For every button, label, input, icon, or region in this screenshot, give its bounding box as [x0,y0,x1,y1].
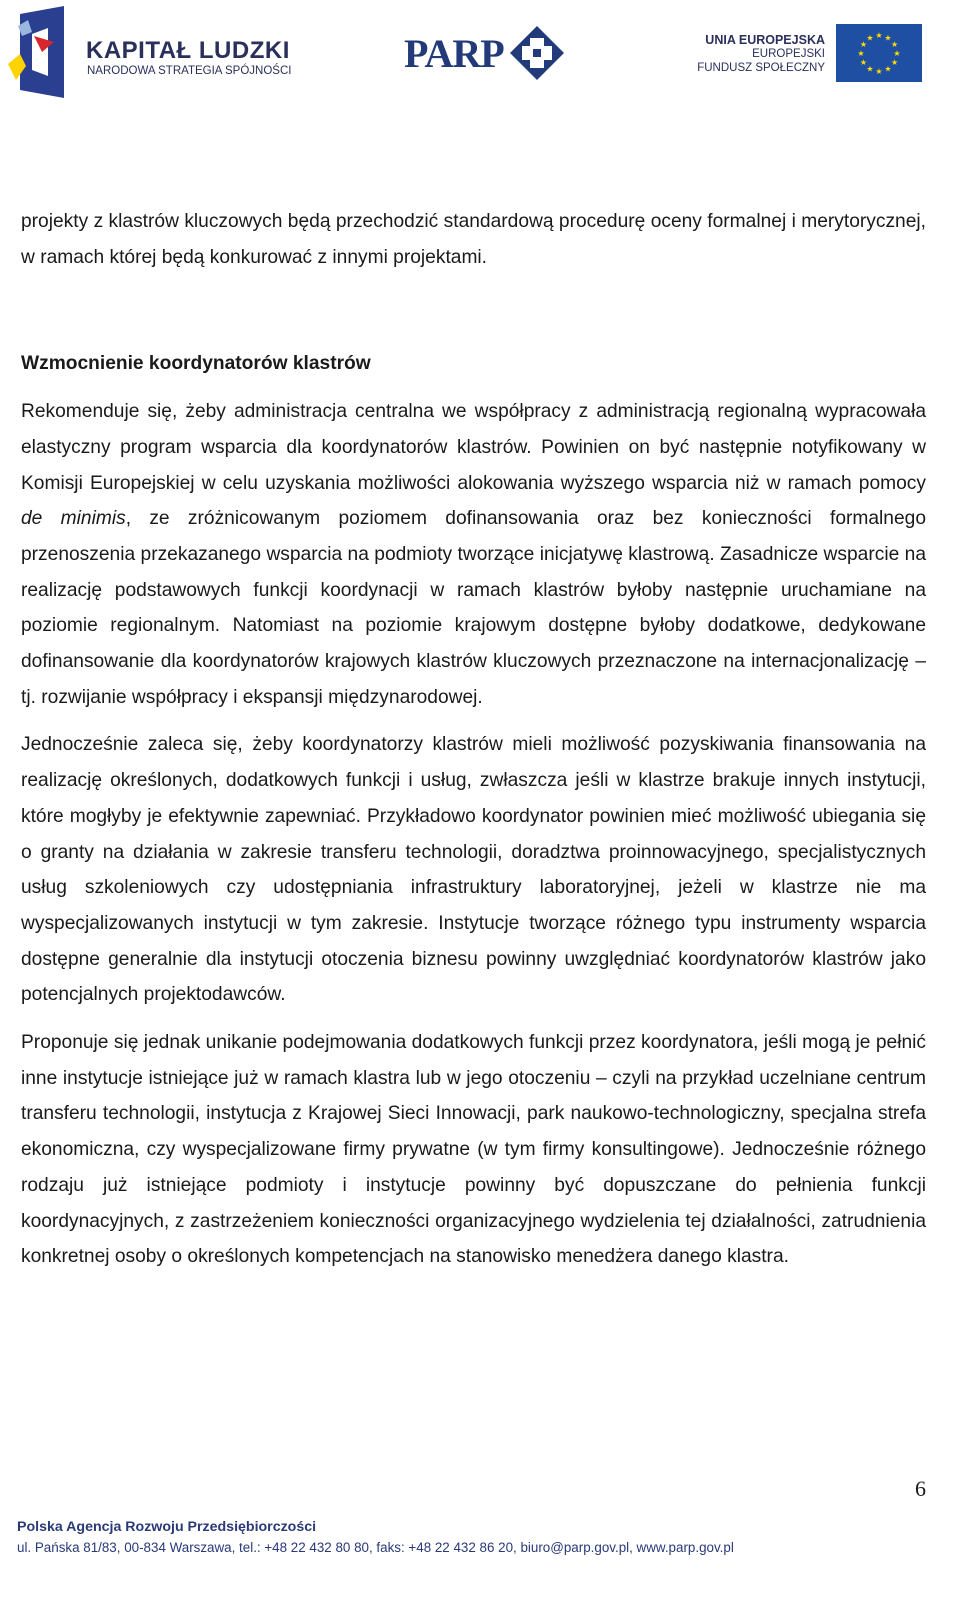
eu-star-icon: ★ [859,40,867,49]
eu-star-icon: ★ [884,64,892,74]
page-number: 6 [915,1476,926,1501]
eu-star-icon: ★ [857,49,865,58]
paragraph-2: Jednocześnie zaleca się, żeby koordynatorzy klastrów mieli możliwość pozyskiwania finansowania na realizację określonych, dodatkowych funkcji i usług, zwłaszcza jeśli w klastrze brakuje innych instytucji, które mogłyby je efektywnie zapewniać. Przykładowo koordynator powinien mieć możliwość ubiegania się o granty na działania w zakresie transferu technologii, doradztwa proinnowacyjnego, specjalistycznych usług szkoleniowych czy udostępniania infrastruktury laboratoryjnej, jeżeli w klastrze nie ma wyspecjalizowanych instytucji w tym zakresie. Instytucje tworzące różnego typu instrumenty wsparcia dostępne generalnie dla instytucji otoczenia biznesu powinny uwzględniać koordynatorów klastrów jako potencjalnych projektodawców. [21,734,926,1006]
kapital-ludzki-subtitle: NARODOWA STRATEGIA SPÓJNOŚCI [87,65,292,77]
eu-star-icon: ★ [866,33,874,43]
eu-line3: FUNDUSZ SPOŁECZNY [697,62,825,74]
eu-line2: EUROPEJSKI [752,48,825,60]
paragraph-1-emphasis: de minimis [21,508,126,530]
paragraph-1-part-b: , ze zróżnicowanym poziomem dofinansowania oraz bez konieczności formalnego przenoszenia przekazanego wsparcia na podmioty tworzące inicjatywę klastrową. Zasadnicze wsparcie na realizację podstawowych funkcji koordynacji w ramach klastrów byłoby następnie uruchamiane na poziomie regionalnym. Natomiast na poziomie krajowym dostępne byłoby dodatkowe, dedykowane dofinansowanie dla koordynatorów krajowych klastrów kluczowych przeznaczone na internacjonalizację – tj. rozwijanie współpracy i ekspansji międzynarodowej. [21,508,926,708]
eu-star-icon: ★ [891,58,899,67]
eu-star-icon: ★ [893,49,901,58]
footer-organization: Polska Agencja Rozwoju Przedsiębiorczości [17,1519,317,1535]
eu-star-icon: ★ [875,31,883,40]
parp-logo-icon [508,24,566,82]
intro-paragraph: projekty z klastrów kluczowych będą przechodzić standardową procedurę oceny formalnej i merytorycznej, w ramach której będą konkurować z innymi projektami. [21,211,926,268]
paragraph-1-part-a: Rekomenduje się, żeby administracja centralna we współpracy z administracją regionalną wypracowała elastyczny program wsparcia dla koordynatorów klastrów. Powinien on być następnie notyfikowany w Komisji Europejskiej w celu uzyskania możliwości alokowania wyższego wsparcia niż w ramach pomocy [21,401,926,494]
document-body [21,204,926,1275]
kapital-ludzki-logo [6,6,68,98]
page-footer [17,1516,734,1558]
parp-logo-text: PARP [404,31,504,76]
eu-star-icon: ★ [884,33,892,43]
eu-star-icon: ★ [866,64,874,74]
eu-text-block [697,33,825,75]
page-header [0,0,960,110]
footer-address: ul. Pańska 81/83, 00-834 Warszawa, tel.: +48 22 432 80 80, faks: +48 22 432 86 20, biuro@parp.gov.pl, www.parp.gov.pl [17,1540,734,1555]
eu-flag-icon [836,24,922,82]
eu-title: UNIA EUROPEJSKA [705,33,825,47]
section-heading: Wzmocnienie koordynatorów klastrów [21,353,371,375]
kapital-ludzki-title: KAPITAŁ LUDZKI [86,37,290,64]
eu-star-icon: ★ [875,67,883,76]
eu-star-icon: ★ [859,58,867,67]
paragraph-1 [21,394,926,715]
eu-star-icon: ★ [891,40,899,49]
paragraph-3: Proponuje się jednak unikanie podejmowania dodatkowych funkcji przez koordynatora, jeśli mogą je pełnić inne instytucje istniejące już w ramach klastra lub w jego otoczeniu – czyli na przykład uczelniane centrum transferu technologii, instytucja z Krajowej Sieci Innowacji, park naukowo-technologiczny, specjalna strefa ekonomiczna, czy wyspecjalizowane firmy prywatne (w tym firmy konsultingowe). Jednocześnie różnego rodzaju już istniejące podmioty i instytucje powinny być dopuszczane do pełnienia funkcji koordynacyjnych, z zastrzeżeniem konieczności organizacyjnego wydzielenia tej działalności, zatrudnienia konkretnej osoby o określonych kompetencjach na stanowisko menedżera danego klastra. [21,1032,926,1268]
